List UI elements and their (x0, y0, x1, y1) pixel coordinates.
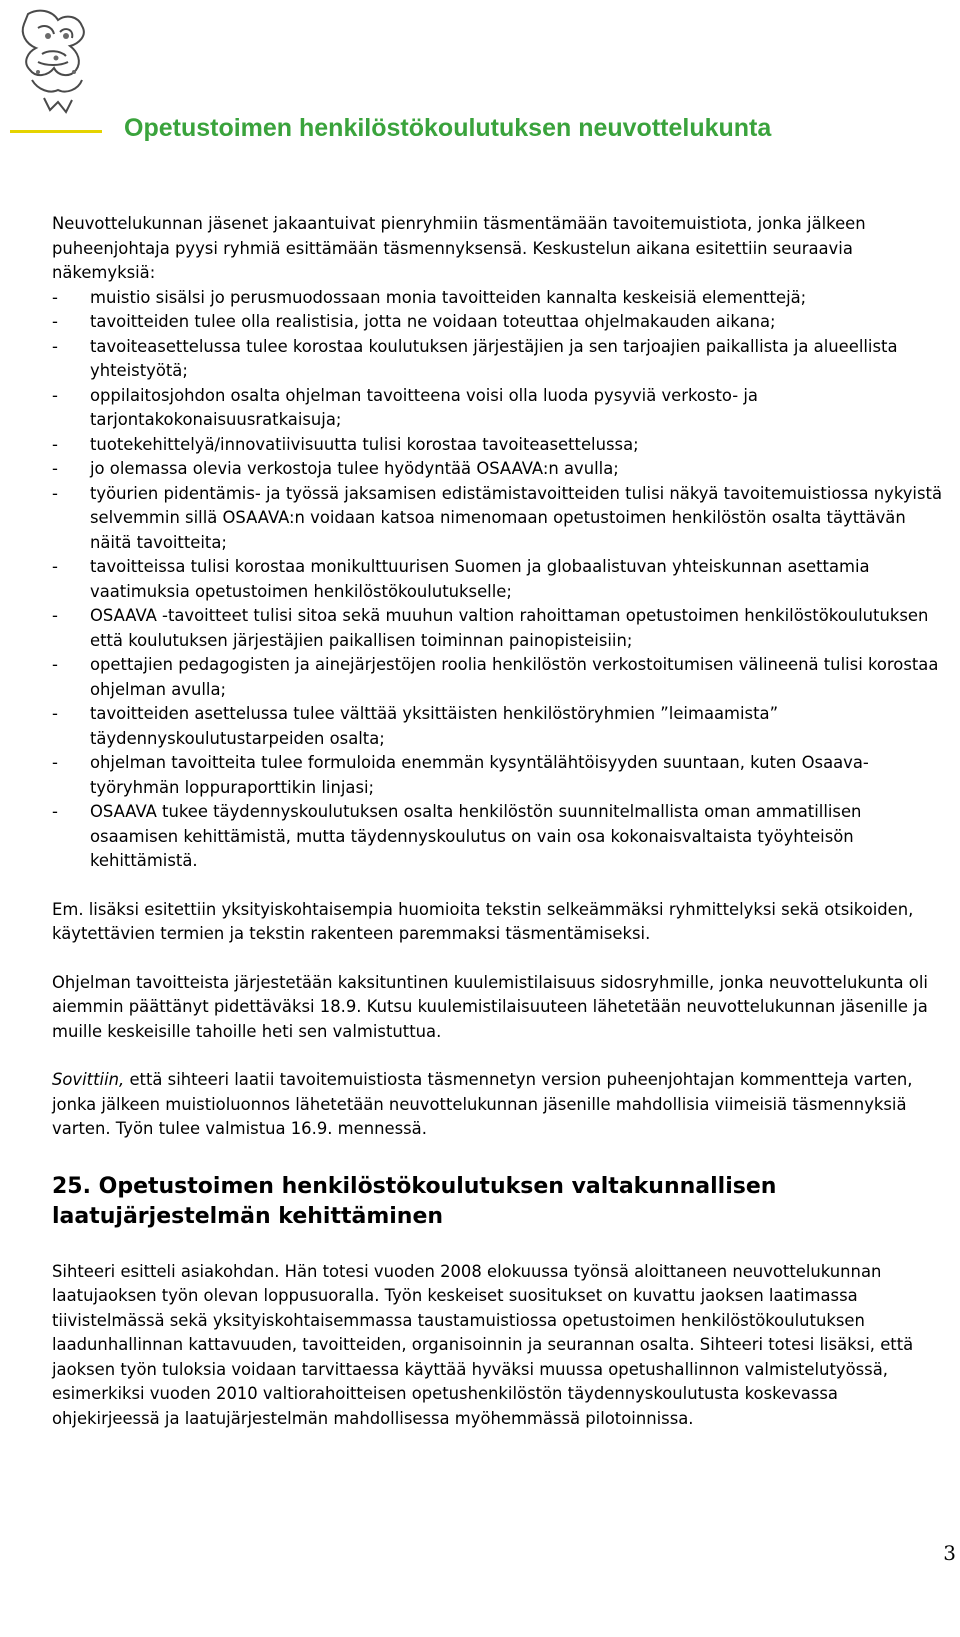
list-item: - työurien pidentämis- ja työssä jaksamisen edistämistavoitteiden tulisi näkyä tavoitemuistiossa nykyistä selvemmin sillä OSAAVA:n voidaan katsoa nimenomaan opetustoimen henkilöstön osalta täyttävän näitä tavoitteita; (52, 483, 942, 552)
list-item: - OSAAVA tukee täydennyskoulutuksen osalta henkilöstön suunnitelmallista oman ammatillisen osaamisen kehittämistä, mutta täydennyskoulutus on vain osa kokonaisvaltaista työyhteisön kehittämistä. (52, 802, 862, 870)
list-item: - muistio sisälsi jo perusmuodossaan monia tavoitteiden kannalta keskeisiä elementtejä; (52, 287, 807, 307)
list-item: - tavoitteissa tulisi korostaa monikulttuurisen Suomen ja globaalistuvan yhteiskunnan asettamia vaatimuksia opetustoimen henkilöstökoulutukselle; (52, 557, 870, 601)
page-title: Opetustoimen henkilöstökoulutuksen neuvottelukunta (124, 114, 772, 142)
decision-lead-word: Sovittiin, (52, 1070, 125, 1089)
list-item: - jo olemassa olevia verkostoja tulee hyödyntää OSAAVA:n avulla; (52, 459, 619, 478)
list-item: - opettajien pedagogisten ja ainejärjestöjen roolia henkilöstön verkostoitumisen välineenä tulisi korostaa ohjelman avulla; (52, 655, 939, 699)
list-item: - tavoiteasettelussa tulee korostaa koulutuksen järjestäjien ja sen tarjoajien paikallista ja alueellista yhteistyötä; (52, 336, 898, 380)
title-accent-line (10, 130, 102, 133)
section-heading: 25. Opetustoimen henkilöstökoulutuksen valtakunnallisen laatujärjestelmän kehittäminen (52, 1173, 777, 1229)
page-number: 3 (943, 1541, 956, 1565)
list-item: - OSAAVA -tavoitteet tulisi sitoa sekä muuhun valtion rahoittaman opetustoimen henkilöstökoulutuksen että koulutuksen järjestäjien paikallisen toiminnan painopisteisiin; (52, 606, 929, 650)
document-body (52, 212, 942, 1431)
list-item: - tavoitteiden tulee olla realistisia, jotta ne voidaan toteuttaa ohjelmakauden aikana; (52, 312, 776, 331)
paragraph-additional-remarks: Em. lisäksi esitettiin yksityiskohtaisempia huomioita tekstin selkeämmäksi ryhmittelyksi sekä otsikoiden, käytettävien termien ja tekstin rakenteen paremmaksi täsmentämiseksi. (52, 899, 914, 943)
intro-paragraph: Neuvottelukunnan jäsenet jakaantuivat pienryhmiin täsmentämään tavoitemuistiota, jonka jälkeen puheenjohtaja pyysi ryhmiä esittämään täsmennyksensä. Keskustelun aikana esitettiin seuraavia näkemyksiä: (52, 214, 866, 282)
opinions-list (52, 286, 942, 874)
paragraph-hearing-event: Ohjelman tavoitteista järjestetään kaksituntinen kuulemistilaisuus sidosryhmille, jonka neuvottelukunta oli aiemmin päättänyt pidettäväksi 18.9. Kutsu kuulemistilaisuuteen lähetetään neuvottelukunnan jäsenille ja muille keskeisille tahoille heti sen valmistuttua. (52, 972, 928, 1041)
list-item: - tavoitteiden asettelussa tulee välttää yksittäisten henkilöstöryhmien ”leimaamista” täydennyskoulutustarpeiden osalta; (52, 704, 779, 748)
list-item: - tuotekehittelyä/innovatiivisuutta tulisi korostaa tavoiteasettelussa; (52, 434, 639, 454)
list-item: - oppilaitosjohdon osalta ohjelman tavoitteena voisi olla luoda pysyviä verkosto- ja tarjontakokonaisuusratkaisuja; (52, 385, 758, 429)
paragraph-decision: Sovittiin, että sihteeri laatii tavoitemuistiosta täsmennetyn version puheenjohtajan kommentteja varten, jonka jälkeen muistioluonnos lähetetään neuvottelukunnan jäsenille mahdollisia viimeisiä täsmennyksiä varten. Työn tulee valmistua 16.9. mennessä. (52, 1070, 913, 1138)
paragraph-section-25: Sihteeri esitteli asiakohdan. Hän totesi vuoden 2008 elokuussa työnsä aloittaneen neuvottelukunnan laatujaoksen työn olevan loppusuoralla. Työn keskeiset suositukset on kuvattu jaoksen laatimassa tiivistelmässä sekä yksityiskohtaisemmassa taustamuistiossa opetustoimen henkilöstökoulutuksen laadunhallinnan kattavuuden, tavoitteiden, organisoinnin ja seurannan osalta. Sihteeri totesi lisäksi, että jaoksen työn tuloksia voidaan tarvittaessa käyttää hyväksi muussa opetushallinnon valmistelutyössä, esimerkiksi vuoden 2010 valtiorahoitteisen opetushenkilöstön täydennyskoulutusta koskevassa ohjekirjeessä ja laatujärjestelmän mahdollisessa myöhemmässä pilotoinnissa. (52, 1261, 914, 1428)
lion-crest-logo (8, 6, 104, 122)
list-item: - ohjelman tavoitteita tulee formuloida enemmän kysyntälähtöisyyden suuntaan, kuten Osaava-työryhmän loppuraporttikin linjasi; (52, 753, 869, 797)
